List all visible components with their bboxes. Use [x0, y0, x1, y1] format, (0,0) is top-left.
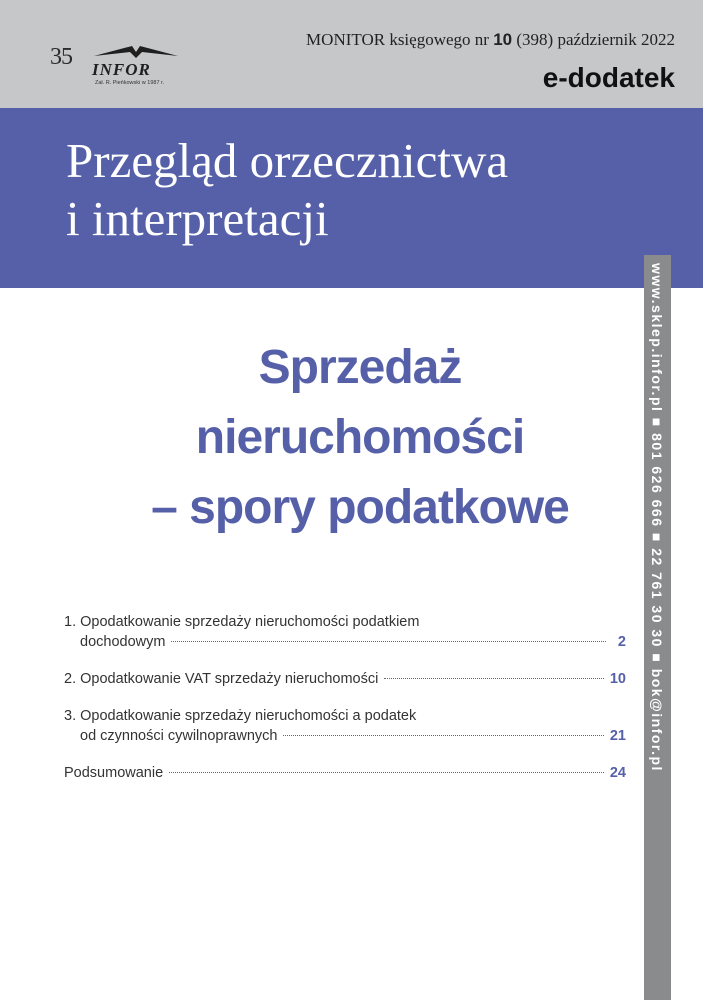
toc-page-number: 21: [609, 728, 626, 744]
toc-entry[interactable]: [64, 612, 626, 652]
leader-dots: [171, 641, 606, 642]
logo-anniversary-number: 35: [50, 44, 72, 70]
leader-dots: [283, 735, 603, 736]
toc-entry-title: 1. Opodatkowanie sprzedaży nieruchomości podatkiem: [64, 614, 420, 630]
main-title: [90, 333, 630, 543]
toc-entry-title-cont: dochodowym: [80, 634, 166, 650]
issue-number: 10: [493, 30, 513, 49]
series-title: [66, 132, 676, 248]
toc-page-number: 24: [609, 765, 626, 781]
toc-entry[interactable]: [64, 669, 626, 689]
main-title-line3: – spory podatkowe: [151, 481, 569, 534]
leader-dots: [384, 678, 604, 679]
header-bar: [0, 0, 703, 108]
series-title-line2: i interpretacji: [66, 191, 329, 246]
main-title-line2: nieruchomości: [195, 411, 525, 464]
contact-info: www.sklep.infor.pl ■ 801 626 666 ■ 22 761 30 30 ■ bok@infor.pl: [649, 263, 665, 772]
logo-founded-text: Zał. R. Pieńkowski w 1987 r.: [95, 80, 165, 86]
issue-date: (398) październik 2022: [516, 30, 675, 49]
toc-entry-title: Podsumowanie: [64, 765, 164, 781]
supplement-label: e-dodatek: [542, 62, 675, 93]
issue-line: [306, 30, 675, 50]
wings-icon: [92, 42, 182, 62]
infor-logo: [50, 40, 185, 90]
series-title-line1: Przegląd orzecznictwa: [66, 133, 509, 188]
leader-dots: [169, 772, 604, 773]
main-title-line1: Sprzedaż: [258, 341, 462, 394]
toc-entry[interactable]: [64, 763, 626, 783]
toc-entry-title-cont: od czynności cywilnoprawnych: [80, 728, 278, 744]
logo-wordmark: INFOR: [92, 60, 151, 79]
toc-page-number: 10: [609, 671, 626, 687]
toc-entry[interactable]: [64, 706, 626, 746]
toc-page-number: 2: [617, 634, 626, 650]
magazine-name: MONITOR księgowego nr: [306, 30, 489, 49]
toc-entry-title: 2. Opodatkowanie VAT sprzedaży nieruchomości: [64, 671, 379, 687]
toc-entry-title: 3. Opodatkowanie sprzedaży nieruchomości a podatek: [64, 708, 417, 724]
table-of-contents: [64, 612, 626, 800]
